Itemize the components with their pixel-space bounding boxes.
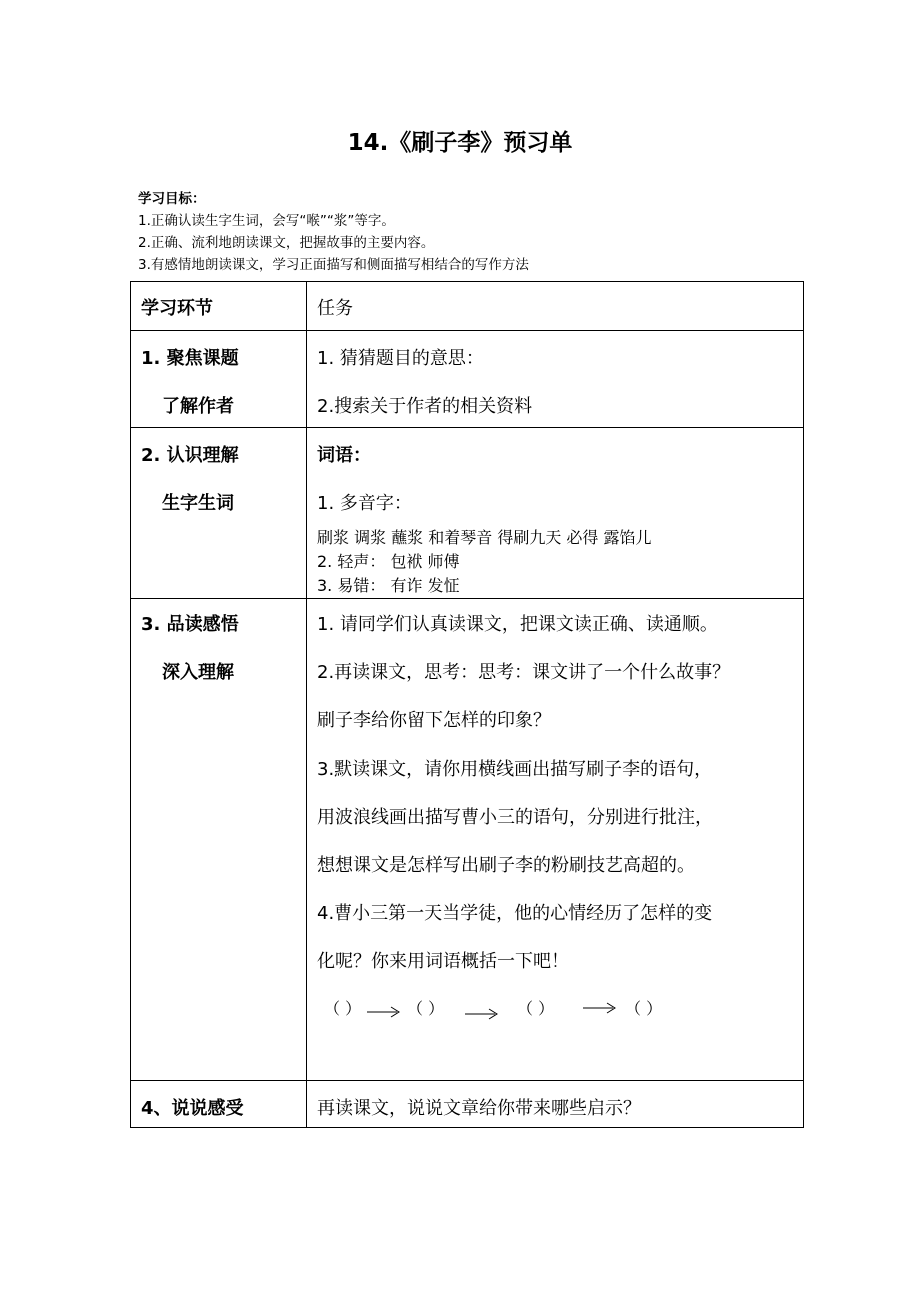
task-3-1: 1. 请同学们认真读课文，把课文读正确、读通顺。 — [317, 614, 718, 635]
row-divider — [131, 427, 803, 428]
page-title: 14.《刷子李》预习单 — [347, 130, 573, 156]
polyphone-words: 刷浆 调浆 蘸浆 和着琴音 得刷九天 必得 露馅儿 — [317, 528, 652, 547]
stage-3-line2: 深入理解 — [162, 662, 234, 683]
row-divider — [131, 598, 803, 599]
blank-2: （ ） — [407, 999, 445, 1018]
error-prone-words: 3. 易错： 有诈 发怔 — [317, 576, 460, 595]
header-stage: 学习环节 — [141, 298, 213, 319]
stage-4: 4、说说感受 — [141, 1098, 244, 1119]
neutral-tone-words: 2. 轻声： 包袱 师傅 — [317, 552, 460, 571]
blank-1: （ ） — [324, 999, 362, 1018]
row-divider — [131, 1080, 803, 1081]
task-3-4b: 化呢？你来用词语概括一下吧！ — [317, 951, 569, 972]
arrow-right-icon — [583, 1002, 619, 1014]
task-3-3c: 想想课文是怎样写出刷子李的粉刷技艺高超的。 — [317, 855, 695, 876]
goals-heading: 学习目标： — [138, 191, 206, 207]
stage-2-line1: 2. 认识理解 — [141, 445, 239, 466]
stage-1-line1: 1. 聚焦课题 — [141, 348, 239, 369]
task-4: 再读课文，说说文章给你带来哪些启示？ — [317, 1098, 641, 1119]
goal-item: 2.正确、流利地朗读课文，把握故事的主要内容。 — [138, 235, 435, 251]
header-task: 任务 — [317, 298, 353, 319]
task-3-2a: 2.再读课文，思考：思考：课文讲了一个什么故事？ — [317, 662, 731, 683]
learning-goals — [138, 188, 529, 276]
task-3-3b: 用波浪线画出描写曹小三的语句，分别进行批注， — [317, 807, 713, 828]
task-1-2: 2.搜索关于作者的相关资料 — [317, 396, 533, 417]
task-1-1: 1. 猜猜题目的意思： — [317, 348, 484, 369]
row-divider — [131, 330, 803, 331]
words-label: 词语： — [317, 445, 371, 466]
goal-item: 3.有感情地朗读课文，学习正面描写和侧面描写相结合的写作方法 — [138, 257, 529, 273]
task-3-4a: 4.曹小三第一天当学徒，他的心情经历了怎样的变 — [317, 903, 713, 924]
polyphone-label: 1. 多音字： — [317, 493, 412, 514]
goal-item: 1.正确认读生字生词，会写“喉”“浆”等字。 — [138, 213, 395, 229]
task-3-2b: 刷子李给你留下怎样的印象？ — [317, 710, 551, 731]
task-3-3a: 3.默读课文，请你用横线画出描写刷子李的语句， — [317, 759, 713, 780]
arrow-right-icon — [367, 1006, 403, 1018]
task-table — [130, 281, 804, 1128]
stage-2-line2: 生字生词 — [162, 493, 234, 514]
blank-4: （ ） — [625, 999, 663, 1018]
stage-1-line2: 了解作者 — [162, 396, 234, 417]
column-divider — [306, 282, 307, 1127]
stage-3-line1: 3. 品读感悟 — [141, 614, 239, 635]
arrow-right-icon — [465, 1008, 501, 1020]
blank-3: （ ） — [517, 999, 555, 1018]
